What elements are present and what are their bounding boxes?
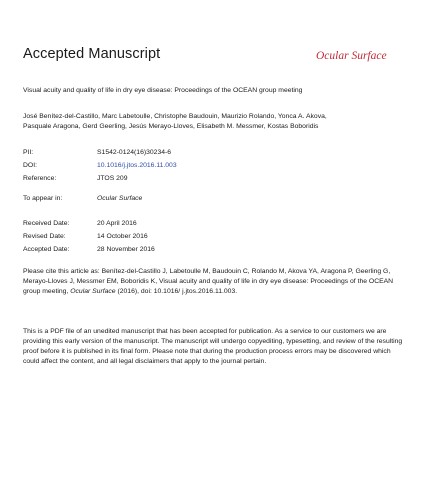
- pii-label: PII:: [23, 149, 34, 156]
- author-list: José Benítez-del-Castillo, Marc Labetoulle, Christophe Baudouin, Maurizio Rolando, Yonca A. Akova, Pasquale Aragona, Gerd Geerling, Jesús Merayo-Lloves, Elisabeth M. Messmer, Kostas Boboridis: [23, 113, 327, 130]
- citation-prefix: Please cite this article as: Benítez-del-Castillo J, Labetoulle M, Baudouin C, Rolando M, Akova YA, Aragona P, Geerling G, Merayo-Lloves J, Messmer EM, Boboridis K, Visual acuity and quality of life in dry eye disease: Proceedings of the OCEAN group meeting,: [23, 268, 394, 295]
- manuscript-notice: This is a PDF file of an unedited manuscript that has been accepted for publication. As a service to our customers we are providing this early version of the manuscript. The manuscript will undergo copyediting, typesetting, and review of the resulting proof before it is published in its final form. Please note that during the production process errors may be discovered which could affect the content, and all legal disclaimers that apply to the journal pertain.: [23, 328, 403, 365]
- reference-label: Reference:: [23, 175, 57, 182]
- appear-row: [23, 194, 142, 204]
- pii-row: [23, 148, 171, 158]
- revised-value: 14 October 2016: [97, 233, 148, 240]
- citation-suffix: (2016), doi: 10.1016/ j.jtos.2016.11.003.: [115, 288, 238, 295]
- received-row: [23, 219, 137, 229]
- accepted-label: Accepted Date:: [23, 246, 70, 253]
- appear-label: To appear in:: [23, 195, 63, 202]
- doi-label: DOI:: [23, 162, 37, 169]
- reference-row: [23, 174, 127, 184]
- appear-value: Ocular Surface: [97, 195, 143, 202]
- article-title: Visual acuity and quality of life in dry eye disease: Proceedings of the OCEAN group meeting: [23, 87, 303, 94]
- accepted-value: 28 November 2016: [97, 246, 155, 253]
- accepted-row: [23, 245, 155, 255]
- citation-journal: Ocular Surface: [70, 288, 116, 295]
- revised-row: [23, 232, 148, 242]
- received-label: Received Date:: [23, 220, 70, 227]
- journal-logo: Ocular Surface: [316, 50, 387, 62]
- doi-row: [23, 161, 177, 171]
- doi-link[interactable]: 10.1016/j.jtos.2016.11.003: [97, 162, 177, 169]
- reference-value: JTOS 209: [97, 175, 128, 182]
- citation-paragraph: [23, 267, 408, 297]
- revised-label: Revised Date:: [23, 233, 66, 240]
- pii-value: S1542-0124(16)30234-6: [97, 149, 172, 156]
- page-heading: Accepted Manuscript: [23, 46, 161, 62]
- received-value: 20 April 2016: [97, 220, 137, 227]
